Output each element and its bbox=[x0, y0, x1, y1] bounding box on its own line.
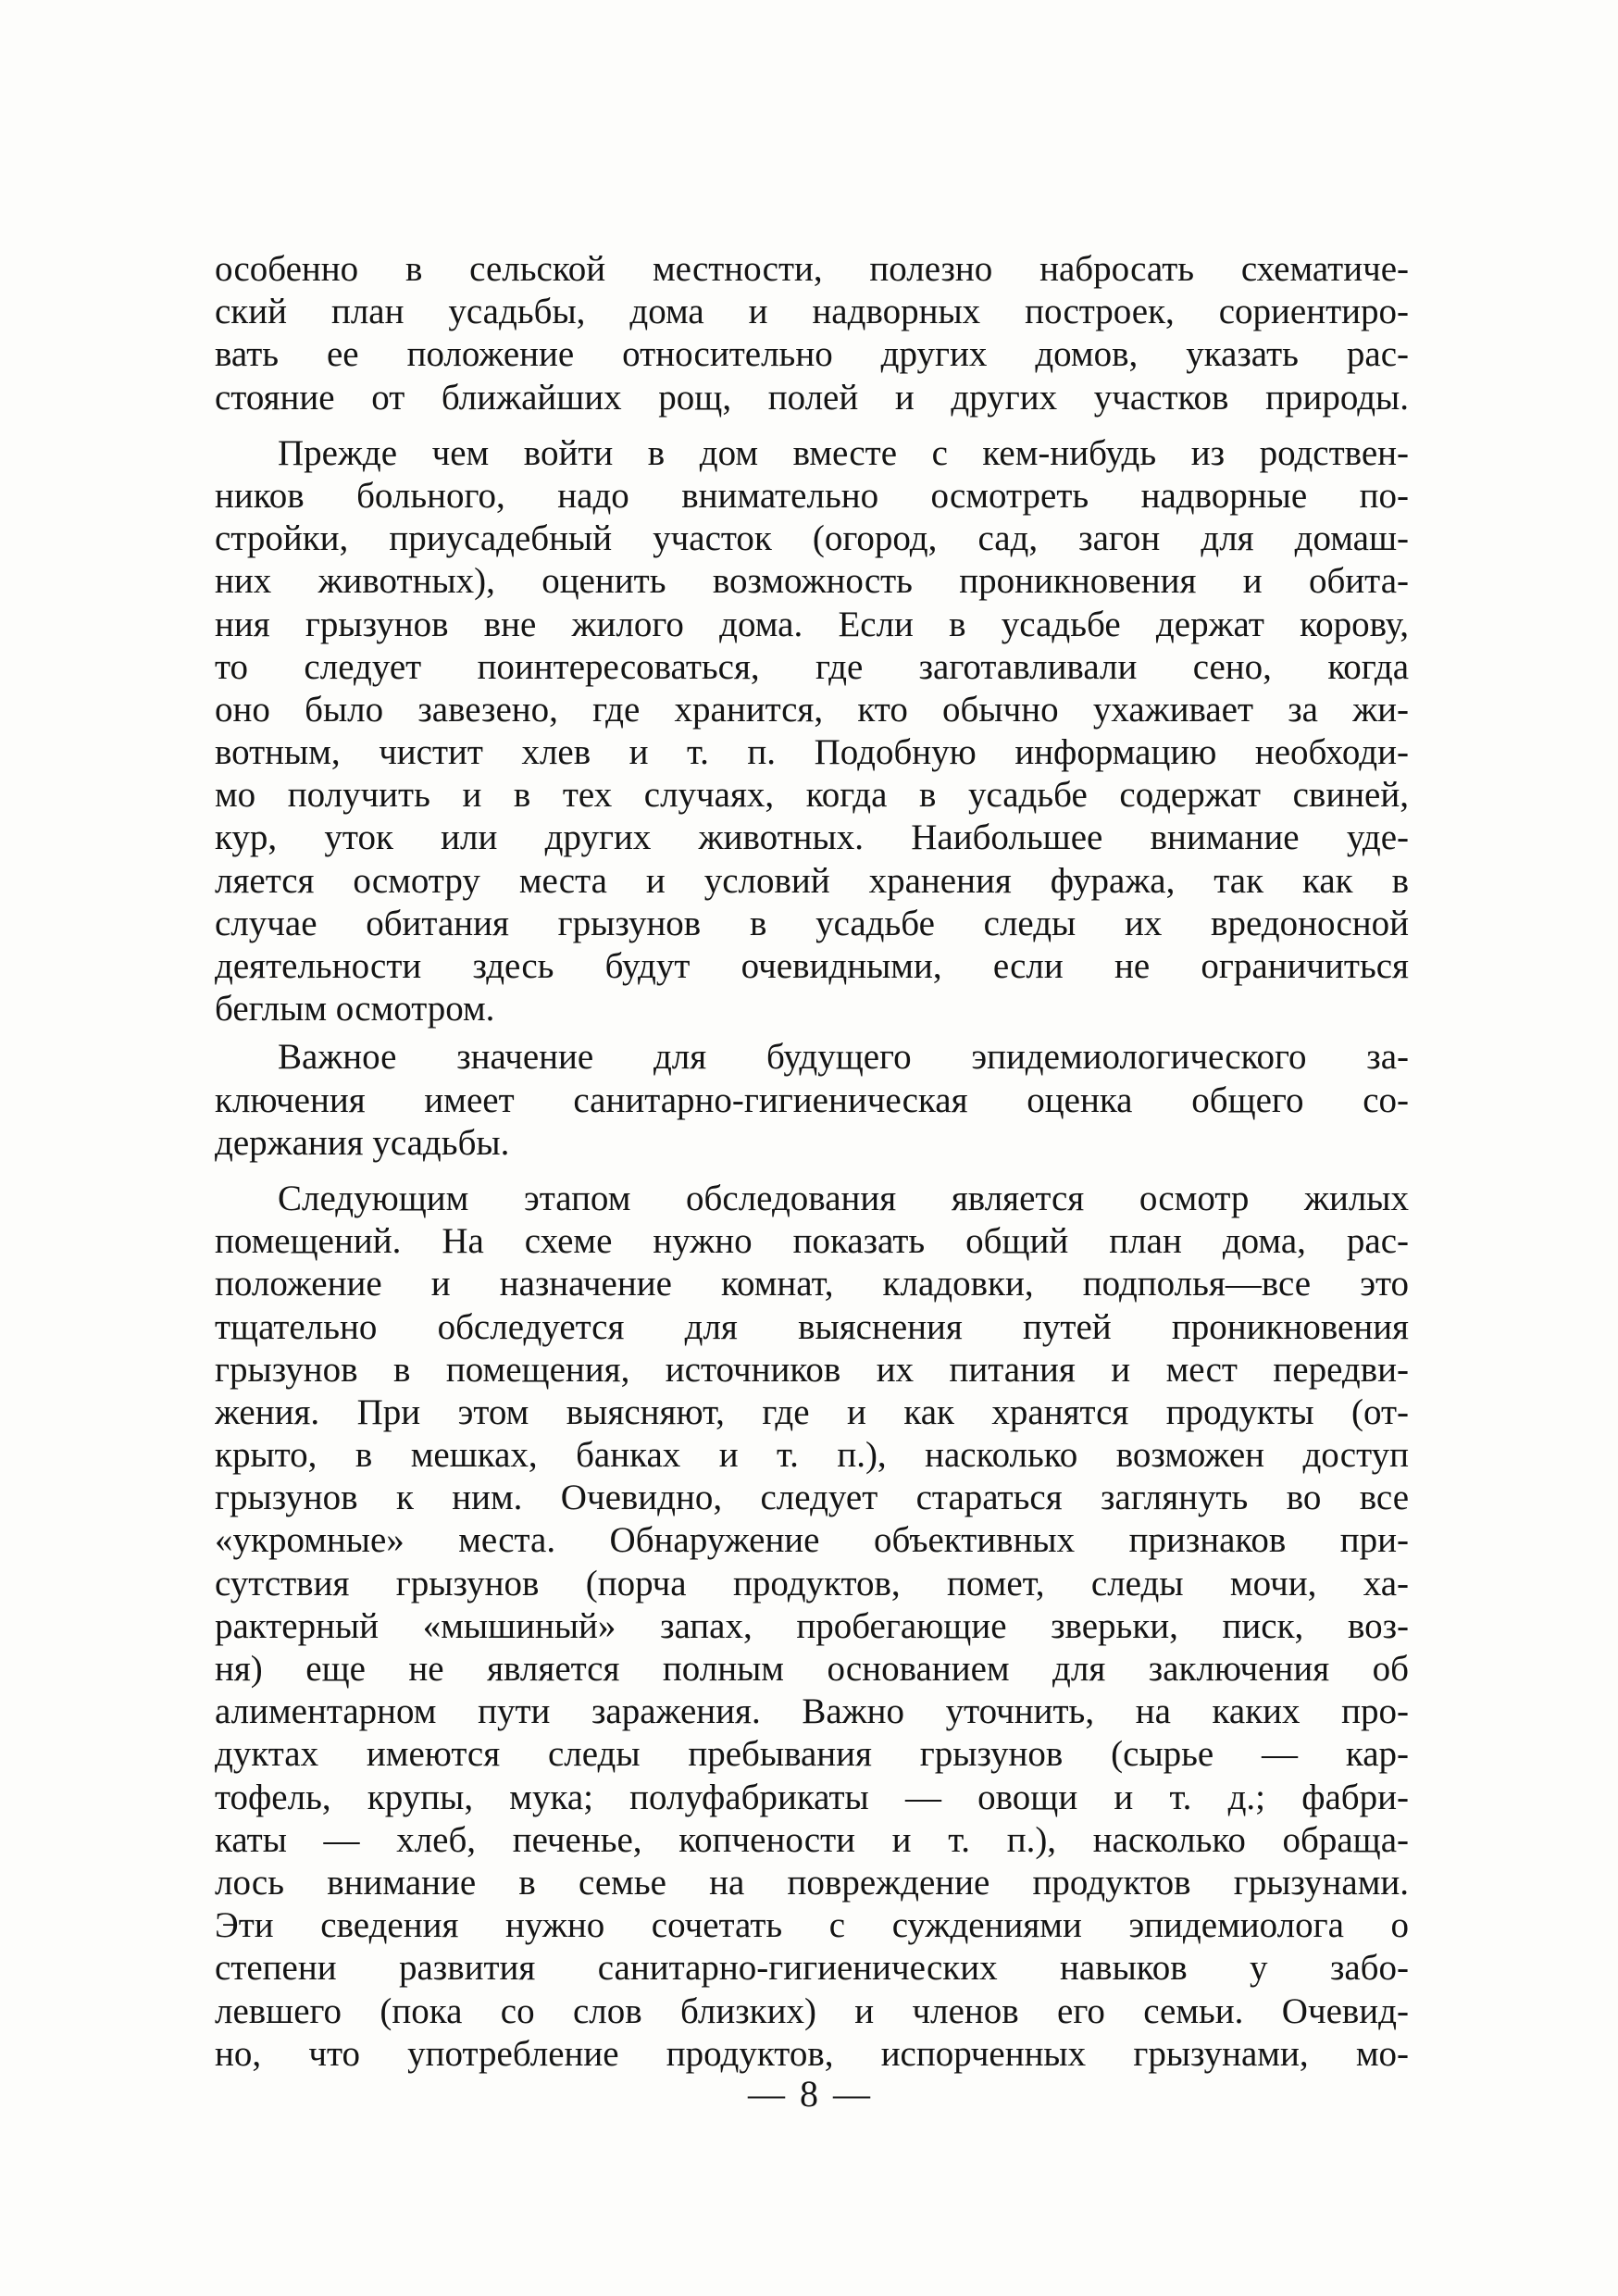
text-line: жения. При этом выясняют, где и как хранятся продукты (от- bbox=[215, 1391, 1409, 1432]
text-line: сутствия грызунов (порча продуктов, помет, следы мочи, ха- bbox=[215, 1563, 1409, 1603]
text-line: тщательно обследуется для выяснения путей проникновения bbox=[215, 1306, 1409, 1347]
paragraph-1 bbox=[215, 248, 1409, 419]
text-line: особенно в сельской местности, полезно набросать схематиче- bbox=[215, 249, 1409, 289]
text-line: Важное значение для будущего эпидемиологического за- bbox=[278, 1037, 1409, 1078]
text-line: стройки, приусадебный участок (огород, сад, загон для домаш- bbox=[215, 518, 1409, 559]
text-line: «укромные» места. Обнаружение объективных признаков при- bbox=[215, 1520, 1409, 1561]
text-line: беглым осмотром. bbox=[215, 989, 495, 1029]
text-line: случае обитания грызунов в усадьбе следы их вредоносной bbox=[215, 903, 1409, 943]
text-line: грызунов в помещения, источников их питания и мест передви- bbox=[215, 1349, 1409, 1390]
text-line: кур, уток или других животных. Наибольшее внимание уде- bbox=[215, 817, 1409, 858]
text-line: ников больного, надо внимательно осмотреть надворные по- bbox=[215, 475, 1409, 516]
text-line: стояние от ближайших рощ, полей и других участков природы. bbox=[215, 377, 1409, 418]
page-number: — 8 — bbox=[748, 2073, 870, 2115]
paragraph-3 bbox=[215, 1036, 1409, 1165]
text-line: ня) еще не является полным основанием для заключения об bbox=[215, 1649, 1409, 1689]
text-line: деятельности здесь будут очевидными, если не ограничиться bbox=[215, 946, 1409, 986]
text-line: каты — хлеб, печенье, копчености и т. п.), насколько обраща- bbox=[215, 1819, 1409, 1860]
text-line: мо получить и в тех случаях, когда в усадьбе содержат свиней, bbox=[215, 775, 1409, 816]
text-line: вотным, чистит хлев и т. п. Подобную информацию необходи- bbox=[215, 732, 1409, 773]
text-line: ский план усадьбы, дома и надворных построек, сориентиро- bbox=[215, 292, 1409, 332]
text-line: ния грызунов вне жилого дома. Если в усадьбе держат корову, bbox=[215, 604, 1409, 644]
text-line: Следующим этапом обследования является осмотр жилых bbox=[278, 1178, 1409, 1218]
text-line: но, что употребление продуктов, испорченных грызунами, мо- bbox=[215, 2033, 1409, 2074]
text-line: Эти сведения нужно сочетать с суждениями эпидемиолога о bbox=[215, 1905, 1409, 1946]
text-line: оно было завезено, где хранится, кто обычно ухаживает за жи- bbox=[215, 689, 1409, 730]
text-line: тофель, крупы, мука; полуфабрикаты — овощи и т. д.; фабри- bbox=[215, 1777, 1409, 1817]
paragraph-2 bbox=[215, 432, 1409, 1031]
text-line: левшего (пока со слов близких) и членов его семьи. Очевид- bbox=[215, 1990, 1409, 2031]
body-text bbox=[215, 248, 1409, 2089]
text-line: алиментарном пути заражения. Важно уточнить, на каких про- bbox=[215, 1691, 1409, 1732]
text-line: держания усадьбы. bbox=[215, 1122, 510, 1163]
paragraph-4 bbox=[215, 1178, 1409, 2076]
text-line: дуктах имеются следы пребывания грызунов (сырье — кар- bbox=[215, 1734, 1409, 1775]
text-line: крыто, в мешках, банках и т. п.), насколько возможен доступ bbox=[215, 1435, 1409, 1476]
text-line: помещений. На схеме нужно показать общий план дома, рас- bbox=[215, 1221, 1409, 1262]
text-line: грызунов к ним. Очевидно, следует стараться заглянуть во все bbox=[215, 1478, 1409, 1518]
text-line: рактерный «мышиный» запах, пробегающие зверьки, писк, воз- bbox=[215, 1605, 1409, 1646]
text-line: степени развития санитарно-гигиенических навыков у забо- bbox=[215, 1948, 1409, 1989]
text-line: то следует поинтересоваться, где заготавливали сено, когда bbox=[215, 646, 1409, 687]
text-line: ляется осмотру места и условий хранения фуража, так как в bbox=[215, 860, 1409, 901]
text-line: Прежде чем войти в дом вместе с кем-нибудь из родствен- bbox=[278, 432, 1409, 473]
text-line: ключения имеет санитарно-гигиеническая оценка общего со- bbox=[215, 1079, 1409, 1120]
text-line: положение и назначение комнат, кладовки, подполья—все это bbox=[215, 1264, 1409, 1304]
text-line: лось внимание в семье на повреждение продуктов грызунами. bbox=[215, 1862, 1409, 1903]
text-line: них животных), оценить возможность проникновения и обита- bbox=[215, 561, 1409, 602]
text-line: вать ее положение относительно других домов, указать рас- bbox=[215, 334, 1409, 375]
